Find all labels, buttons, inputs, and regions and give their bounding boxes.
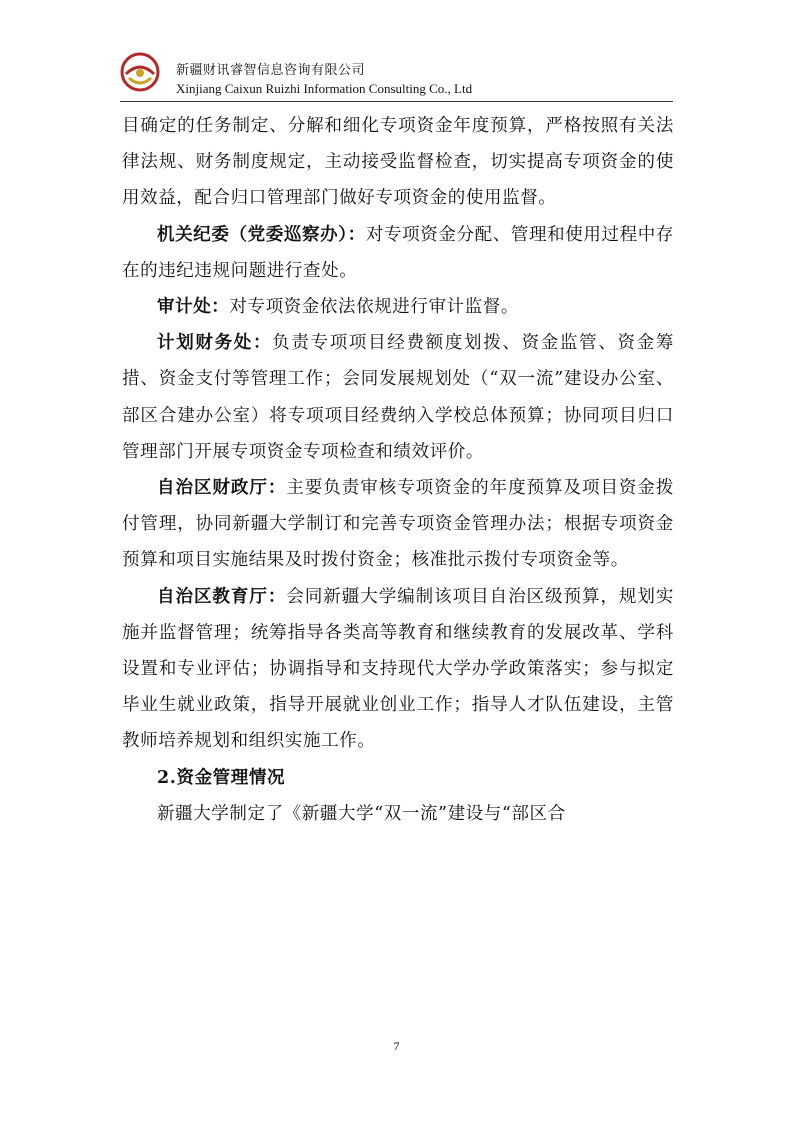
company-logo-icon xyxy=(120,52,160,92)
paragraph-lead: 自治区财政厅： xyxy=(157,478,287,499)
page-header xyxy=(120,44,673,102)
section-heading: 2.资金管理情况 xyxy=(157,767,286,788)
paragraph-finance-office xyxy=(122,325,674,470)
header-divider xyxy=(120,101,673,102)
paragraph-text: 负责专项项目经费额度划拨、资金监管、资金筹措、资金支付等管理工作；会同发展规划处（“双一流”建设办公室、部区合建办公室）将专项项目经费纳入学校总体预算；协同项目归口管理部门开展专项资金专项检查和绩效评价。 xyxy=(122,333,674,462)
paragraph-discipline-committee xyxy=(122,217,674,289)
paragraph-continuation: 目确定的任务制定、分解和细化专项资金年度预算，严格按照有关法律法规、财务制度规定，主动接受监督检查，切实提高专项资金的使用效益，配合归口管理部门做好专项资金的使用监督。 xyxy=(122,116,674,209)
paragraph-fund-management: 新疆大学制定了《新疆大学“双一流”建设与“部区合 xyxy=(157,803,566,824)
document-body xyxy=(122,108,674,832)
company-name-en: Xinjiang Caixun Ruizhi Information Consulting Co., Ltd xyxy=(176,81,473,96)
paragraph-text: 主要负责审核专项资金的年度预算及项目资金拨付管理，协同新疆大学制订和完善专项资金管理办法；根据专项资金预算和项目实施结果及时拨付资金；核准批示拨付专项资金等。 xyxy=(122,478,674,571)
paragraph-lead: 审计处： xyxy=(157,297,230,318)
page-number: 7 xyxy=(393,1039,400,1053)
paragraph-lead: 计划财务处： xyxy=(157,333,273,354)
paragraph-lead: 机关纪委（党委巡察办）： xyxy=(157,224,366,245)
paragraph-text: 对专项资金依法依规进行审计监督。 xyxy=(229,297,520,318)
paragraph-lead: 自治区教育厅： xyxy=(157,586,287,607)
paragraph-text: 对专项资金分配、管理和使用过程中存在的违纪违规问题进行查处。 xyxy=(122,224,674,281)
paragraph-text: 会同新疆大学编制该项目自治区级预算，规划实施并监督管理；统筹指导各类高等教育和继续教育的发展改革、学科设置和专业评估；协调指导和支持现代大学办学政策落实；参与拟定毕业生就业政策，指导开展就业创业工作；指导人才队伍建设，主管教师培养规划和组织实施工作。 xyxy=(122,586,674,752)
paragraph-education-department xyxy=(122,579,674,760)
paragraph-finance-department xyxy=(122,470,674,579)
company-name-cn: 新疆财讯睿智信息咨询有限公司 xyxy=(176,63,366,78)
paragraph-audit-office xyxy=(122,289,674,325)
